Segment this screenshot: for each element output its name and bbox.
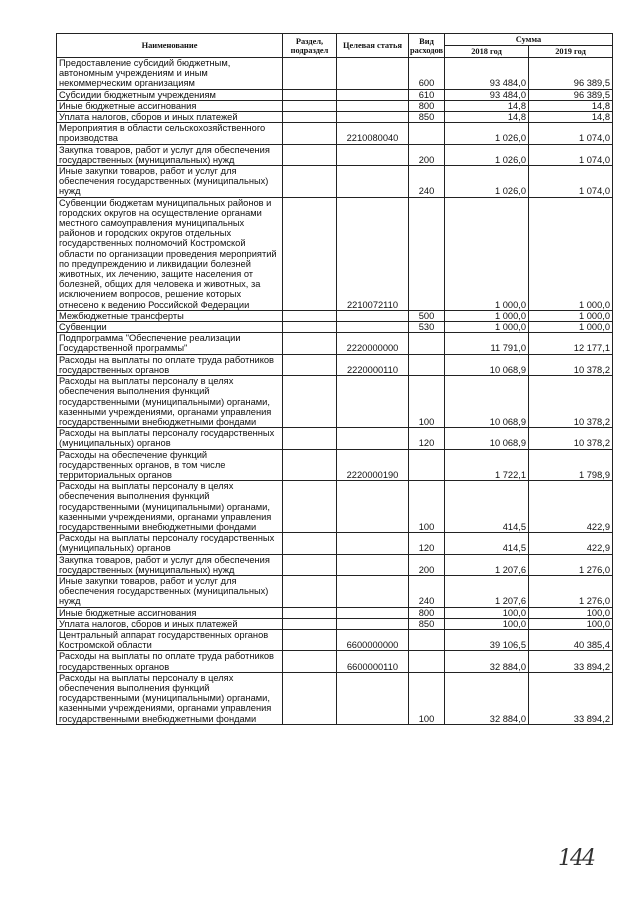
row-section xyxy=(283,575,337,607)
table-row xyxy=(57,554,613,575)
row-type xyxy=(409,629,445,650)
row-name: Субвенции бюджетам муниципальных районов и городских округов на осуществление органами местного самоуправления муниципальных районов и городских округов отдельных государственных полномочий Костромской области по организации проведения мероприятий по предупреждению и ликвидации болезней животных, их лечению, защите населения от болезней, общих для человека и животных, за исключением вопросов, решение которых отнесено к ведению Российской Федерации xyxy=(57,197,283,310)
row-value-2018: 1 026,0 xyxy=(445,166,529,198)
row-value-2018: 10 068,9 xyxy=(445,428,529,449)
row-type: 120 xyxy=(409,428,445,449)
row-section xyxy=(283,89,337,100)
row-name: Иные бюджетные ассигнования xyxy=(57,100,283,111)
row-name: Субсидии бюджетным учреждениям xyxy=(57,89,283,100)
table-row xyxy=(57,651,613,672)
row-value-2019: 1 000,0 xyxy=(529,310,613,321)
row-value-2018: 1 000,0 xyxy=(445,322,529,333)
row-target: 2220000000 xyxy=(337,333,409,354)
row-name: Закупка товаров, работ и услуг для обеспечения государственных (муниципальных) нужд xyxy=(57,554,283,575)
row-value-2018: 1 026,0 xyxy=(445,144,529,165)
header-sum: Сумма xyxy=(445,34,613,46)
table-row xyxy=(57,376,613,428)
row-type: 100 xyxy=(409,672,445,724)
row-value-2019: 1 276,0 xyxy=(529,554,613,575)
row-type xyxy=(409,651,445,672)
row-target xyxy=(337,575,409,607)
table-row xyxy=(57,112,613,123)
row-value-2019: 1 276,0 xyxy=(529,575,613,607)
table-row xyxy=(57,89,613,100)
header-name: Наименование xyxy=(57,34,283,58)
row-section xyxy=(283,144,337,165)
row-type: 850 xyxy=(409,618,445,629)
row-value-2019: 1 000,0 xyxy=(529,197,613,310)
row-value-2019: 10 378,2 xyxy=(529,428,613,449)
row-target: 2210080040 xyxy=(337,123,409,144)
row-value-2019: 14,8 xyxy=(529,112,613,123)
row-type: 100 xyxy=(409,481,445,533)
row-type: 600 xyxy=(409,58,445,90)
row-value-2019: 12 177,1 xyxy=(529,333,613,354)
header-target: Целевая статья xyxy=(337,34,409,58)
row-section xyxy=(283,322,337,333)
row-value-2018: 11 791,0 xyxy=(445,333,529,354)
table-row xyxy=(57,672,613,724)
row-value-2018: 14,8 xyxy=(445,100,529,111)
row-value-2019: 96 389,5 xyxy=(529,58,613,90)
table-row xyxy=(57,322,613,333)
row-target xyxy=(337,144,409,165)
header-section: Раздел, подраздел xyxy=(283,34,337,58)
row-name: Подпрограмма "Обеспечение реализации Государственной программы" xyxy=(57,333,283,354)
header-2018: 2018 год xyxy=(445,46,529,58)
row-type: 610 xyxy=(409,89,445,100)
row-target xyxy=(337,58,409,90)
row-section xyxy=(283,629,337,650)
row-section xyxy=(283,449,337,481)
row-value-2018: 1 207,6 xyxy=(445,575,529,607)
row-target: 2220000190 xyxy=(337,449,409,481)
row-name: Мероприятия в области сельскохозяйственного производства xyxy=(57,123,283,144)
row-name: Центральный аппарат государственных органов Костромской области xyxy=(57,629,283,650)
row-type: 800 xyxy=(409,100,445,111)
row-value-2019: 40 385,4 xyxy=(529,629,613,650)
row-target xyxy=(337,112,409,123)
row-type xyxy=(409,333,445,354)
table-row xyxy=(57,607,613,618)
row-type xyxy=(409,449,445,481)
row-value-2019: 33 894,2 xyxy=(529,672,613,724)
row-section xyxy=(283,533,337,554)
row-type: 100 xyxy=(409,376,445,428)
page-number: 144 xyxy=(558,846,594,871)
row-type: 850 xyxy=(409,112,445,123)
table-row xyxy=(57,449,613,481)
row-target xyxy=(337,376,409,428)
row-section xyxy=(283,197,337,310)
row-target xyxy=(337,554,409,575)
row-type: 120 xyxy=(409,533,445,554)
row-value-2018: 39 106,5 xyxy=(445,629,529,650)
row-value-2018: 1 000,0 xyxy=(445,310,529,321)
row-value-2018: 10 068,9 xyxy=(445,376,529,428)
table-row xyxy=(57,481,613,533)
row-target xyxy=(337,100,409,111)
table-row xyxy=(57,123,613,144)
row-target: 2220000110 xyxy=(337,354,409,375)
row-value-2019: 14,8 xyxy=(529,100,613,111)
budget-table xyxy=(56,33,613,725)
row-name: Расходы на выплаты персоналу государственных (муниципальных) органов xyxy=(57,533,283,554)
row-value-2018: 1 000,0 xyxy=(445,197,529,310)
row-target xyxy=(337,428,409,449)
row-type: 800 xyxy=(409,607,445,618)
row-section xyxy=(283,481,337,533)
row-section xyxy=(283,166,337,198)
row-target xyxy=(337,607,409,618)
table-row xyxy=(57,428,613,449)
row-type: 240 xyxy=(409,166,445,198)
row-section xyxy=(283,333,337,354)
row-value-2018: 14,8 xyxy=(445,112,529,123)
row-name: Уплата налогов, сборов и иных платежей xyxy=(57,618,283,629)
row-value-2018: 93 484,0 xyxy=(445,89,529,100)
row-value-2019: 10 378,2 xyxy=(529,376,613,428)
table-row xyxy=(57,354,613,375)
row-section xyxy=(283,428,337,449)
row-name: Иные закупки товаров, работ и услуг для обеспечения государственных (муниципальных) нужд xyxy=(57,166,283,198)
table-row xyxy=(57,310,613,321)
row-section xyxy=(283,554,337,575)
header-2019: 2019 год xyxy=(529,46,613,58)
row-section xyxy=(283,618,337,629)
row-name: Межбюджетные трансферты xyxy=(57,310,283,321)
row-name: Расходы на обеспечение функций государственных органов, в том числе территориальных органов xyxy=(57,449,283,481)
row-name: Иные бюджетные ассигнования xyxy=(57,607,283,618)
table-row xyxy=(57,144,613,165)
row-value-2018: 1 722,1 xyxy=(445,449,529,481)
row-value-2019: 1 000,0 xyxy=(529,322,613,333)
header-row xyxy=(57,34,613,46)
row-value-2018: 93 484,0 xyxy=(445,58,529,90)
row-name: Субвенции xyxy=(57,322,283,333)
row-section xyxy=(283,310,337,321)
row-target xyxy=(337,166,409,198)
row-type xyxy=(409,197,445,310)
row-value-2019: 1 074,0 xyxy=(529,166,613,198)
table-row xyxy=(57,333,613,354)
row-value-2019: 96 389,5 xyxy=(529,89,613,100)
table-row xyxy=(57,197,613,310)
row-name: Расходы на выплаты персоналу в целях обеспечения выполнения функций государственными (муниципальными) органами, казенными учреждениями, органами управления государственными внебюджетными фондами xyxy=(57,376,283,428)
table-row xyxy=(57,100,613,111)
row-type: 530 xyxy=(409,322,445,333)
row-section xyxy=(283,354,337,375)
row-name: Расходы на выплаты персоналу в целях обеспечения выполнения функций государственными (муниципальными) органами, казенными учреждениями, органами управления государственными внебюджетными фондами xyxy=(57,481,283,533)
row-value-2019: 422,9 xyxy=(529,533,613,554)
row-target: 6600000000 xyxy=(337,629,409,650)
row-section xyxy=(283,112,337,123)
row-type xyxy=(409,354,445,375)
row-value-2019: 100,0 xyxy=(529,618,613,629)
row-section xyxy=(283,651,337,672)
row-value-2018: 414,5 xyxy=(445,481,529,533)
row-target xyxy=(337,322,409,333)
row-section xyxy=(283,123,337,144)
row-value-2019: 100,0 xyxy=(529,607,613,618)
row-name: Расходы на выплаты персоналу в целях обеспечения выполнения функций государственными (муниципальными) органами, казенными учреждениями, органами управления государственными внебюджетными фондами xyxy=(57,672,283,724)
row-target xyxy=(337,481,409,533)
row-value-2019: 422,9 xyxy=(529,481,613,533)
row-name: Расходы на выплаты персоналу государственных (муниципальных) органов xyxy=(57,428,283,449)
table-row xyxy=(57,618,613,629)
row-value-2019: 1 074,0 xyxy=(529,123,613,144)
row-value-2018: 414,5 xyxy=(445,533,529,554)
row-type: 200 xyxy=(409,554,445,575)
row-target xyxy=(337,618,409,629)
table-body xyxy=(57,58,613,725)
row-value-2018: 1 207,6 xyxy=(445,554,529,575)
row-target xyxy=(337,672,409,724)
row-target xyxy=(337,533,409,554)
table-row xyxy=(57,629,613,650)
row-name: Расходы на выплаты по оплате труда работников государственных органов xyxy=(57,354,283,375)
row-name: Уплата налогов, сборов и иных платежей xyxy=(57,112,283,123)
row-name: Расходы на выплаты по оплате труда работников государственных органов xyxy=(57,651,283,672)
row-value-2018: 32 884,0 xyxy=(445,651,529,672)
row-type: 500 xyxy=(409,310,445,321)
row-value-2019: 33 894,2 xyxy=(529,651,613,672)
header-type: Вид расходов xyxy=(409,34,445,58)
row-name: Закупка товаров, работ и услуг для обеспечения государственных (муниципальных) нужд xyxy=(57,144,283,165)
row-section xyxy=(283,672,337,724)
row-target xyxy=(337,310,409,321)
row-name: Иные закупки товаров, работ и услуг для обеспечения государственных (муниципальных) нужд xyxy=(57,575,283,607)
table-row xyxy=(57,58,613,90)
row-value-2018: 1 026,0 xyxy=(445,123,529,144)
row-value-2018: 32 884,0 xyxy=(445,672,529,724)
row-target: 6600000110 xyxy=(337,651,409,672)
row-value-2019: 1 798,9 xyxy=(529,449,613,481)
row-type xyxy=(409,123,445,144)
row-target xyxy=(337,89,409,100)
row-value-2018: 10 068,9 xyxy=(445,354,529,375)
row-value-2019: 1 074,0 xyxy=(529,144,613,165)
table-row xyxy=(57,533,613,554)
table-row xyxy=(57,166,613,198)
row-type: 200 xyxy=(409,144,445,165)
row-value-2018: 100,0 xyxy=(445,607,529,618)
row-section xyxy=(283,100,337,111)
row-value-2018: 100,0 xyxy=(445,618,529,629)
row-section xyxy=(283,376,337,428)
row-type: 240 xyxy=(409,575,445,607)
row-section xyxy=(283,58,337,90)
row-section xyxy=(283,607,337,618)
row-target: 2210072110 xyxy=(337,197,409,310)
row-value-2019: 10 378,2 xyxy=(529,354,613,375)
table-row xyxy=(57,575,613,607)
row-name: Предоставление субсидий бюджетным, автономным учреждениям и иным некоммерческим организациям xyxy=(57,58,283,90)
